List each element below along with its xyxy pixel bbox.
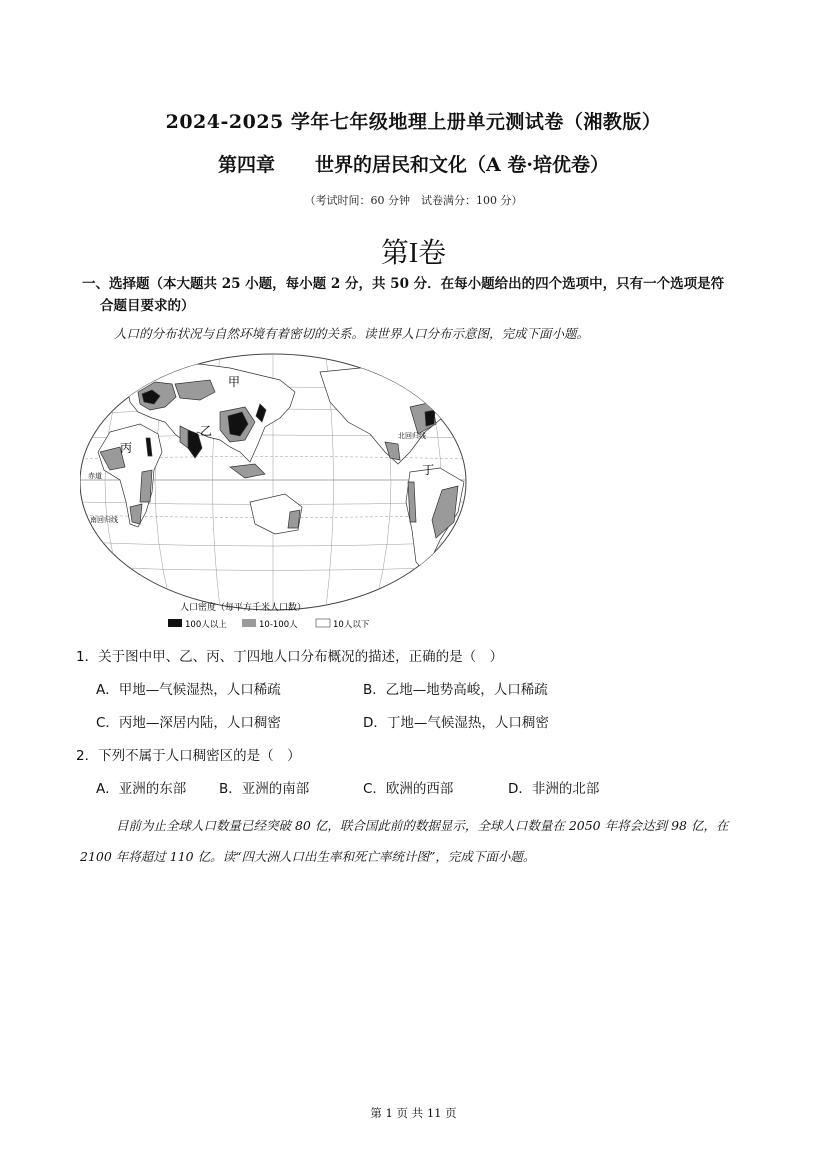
section-heading-line2: 合题目要求的） [100, 298, 195, 314]
legend-high: 100人以上 [185, 620, 227, 630]
chapter-title [0, 150, 827, 177]
question-1-option-c[interactable]: C．丙地—深居内陆，人口稠密 [96, 715, 281, 731]
exam-info: （考试时间：60 分钟 试卷满分：100 分） [304, 194, 523, 207]
label-ding: 丁 [422, 463, 435, 477]
legend-low: 10人以下 [333, 620, 370, 630]
chapter-number: 第四章 [218, 154, 276, 176]
question-2-option-d[interactable]: D．非洲的北部 [508, 781, 600, 797]
label-jia: 甲 [228, 375, 241, 389]
legend-swatch-high [168, 619, 182, 627]
question-2-option-b[interactable]: B．亚洲的南部 [219, 781, 310, 797]
question-1-option-b[interactable]: B．乙地—地势高峻，人口稀疏 [363, 682, 548, 698]
australia-east-mid [288, 510, 300, 528]
east-africa-mid [140, 470, 152, 502]
volume-title: 第I卷 [380, 238, 447, 269]
label-bing: 丙 [120, 441, 133, 455]
south-africa-mid [130, 504, 142, 524]
legend-title: 人口密度（每平方千米人口数） [180, 603, 307, 613]
question-2-option-a[interactable]: A．亚洲的东部 [96, 781, 187, 797]
question-1-option-a[interactable]: A．甲地—气候湿热，人口稀疏 [96, 682, 281, 698]
question-1-option-d[interactable]: D．丁地—气候湿热，人口稠密 [363, 715, 549, 731]
section-heading [82, 273, 762, 317]
page-footer: 第 1 页 共 11 页 [370, 1106, 457, 1120]
label-s-tropic: 南回归线 [90, 516, 118, 524]
exam-title: 2024-2025 学年七年级地理上册单元测试卷（湘教版） [165, 111, 662, 133]
label-yi: 乙 [200, 424, 213, 438]
question-2-option-c[interactable]: C．欧洲的西部 [363, 781, 454, 797]
label-n-tropic: 北回归线 [398, 432, 426, 440]
north-america-east-dense [425, 410, 435, 426]
section-heading-line1: 一、选择题（本大题共 25 小题，每小题 2 分，共 50 分．在每小题给出的四个选项中，只有一个选项是符 [82, 276, 725, 292]
legend-swatch-mid [242, 619, 256, 627]
legend-mid: 10-100人 [259, 620, 298, 630]
label-equator: 赤道 [88, 472, 102, 480]
question-2-stem: 2．下列不属于人口稠密区的是（ ） [76, 748, 301, 764]
question-1-stem: 1．关于图中甲、乙、丙、丁四地人口分布概况的描述，正确的是（ ） [76, 649, 504, 665]
world-population-map [80, 352, 472, 638]
legend-swatch-low [316, 619, 330, 627]
question-intro: 人口的分布状况与自然环境有着密切的关系。读世界人口分布示意图，完成下面小题。 [114, 326, 590, 341]
chapter-subtitle: 世界的居民和文化（A 卷·培优卷） [315, 154, 609, 176]
question-intro-2: 目前为止全球人口数量已经突破 80 亿，联合国此前的数据显示，全球人口数量在 2050 年将会达到 98 亿，在 2100 年将超过 110 亿。读“四大洲人口出生率和死亡率统计图”，完成下面小题。 [80, 818, 729, 864]
